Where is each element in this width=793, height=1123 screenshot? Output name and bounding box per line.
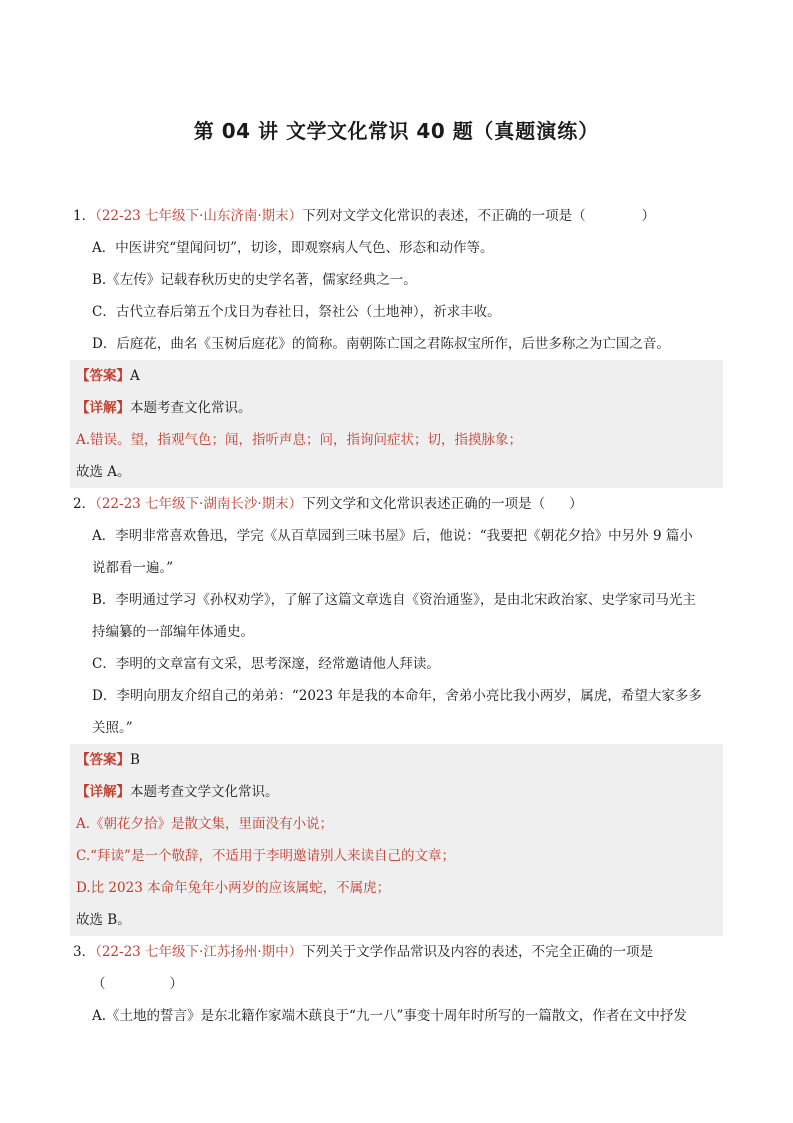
question-1-conclusion: 故选 A。 <box>70 456 723 488</box>
question-1-option-b: B.《左传》记载春秋历史的史学名著，儒家经典之一。 <box>92 272 417 288</box>
detail-tag: 【详解】 <box>76 784 130 800</box>
page-title-main: 第 04 讲 文学文化常识 40 题 <box>193 119 474 143</box>
question-3-option-a: A.《土地的誓言》是东北籍作家端木蕻良于“九一八”事变十周年时所写的一篇散文，作者在文中抒发 <box>92 1008 687 1024</box>
question-2-option-a-cont: 说都看一遍。” <box>92 560 174 576</box>
question-2-stem: 2．（22-23 七年级下·湖南长沙·期末）下列文学和文化常识表述正确的一项是（ ） <box>73 496 583 512</box>
question-source: （22-23 七年级下·山东济南·期末） <box>95 208 303 224</box>
question-list <box>70 200 723 1032</box>
question-2-option-d-cont: 关照。” <box>92 720 133 736</box>
question-2-option-c: C．李明的文章富有文采，思考深邃，经常邀请他人拜读。 <box>92 656 440 672</box>
question-1-answer: 【答案】A <box>70 360 723 392</box>
question-2-conclusion: 故选 B。 <box>70 904 723 936</box>
question-1-option-d: D．后庭花，曲名《玉树后庭花》的简称。南朝陈亡国之君陈叔宝所作，后世多称之为亡国之音。 <box>92 336 670 352</box>
question-2-explanation-line: C.“拜读”是一个敬辞，不适用于李明邀请别人来读自己的文章； <box>70 840 723 872</box>
question-3-stem: 3．（22-23 七年级下·江苏扬州·期中）下列关于文学作品常识及内容的表述，不完全正确的一项是 <box>73 944 654 960</box>
question-1-detail: 【详解】本题考查文化常识。 <box>70 392 723 424</box>
question-3-answer-blank-line: （ ） <box>92 976 183 992</box>
question-2-option-d: D．李明向朋友介绍自己的弟弟：“2023 年是我的本命年，舍弟小亮比我小两岁，属虎，希望大家多多 <box>92 688 702 704</box>
page-title-suffix: （真题演练） <box>473 119 600 143</box>
question-2-option-b-cont: 持编纂的一部编年体通史。 <box>92 624 254 640</box>
question-2-answer: 【答案】B <box>70 744 723 776</box>
question-2-detail: 【详解】本题考查文学文化常识。 <box>70 776 723 808</box>
page-title <box>0 115 793 144</box>
question-1-option-a: A．中医讲究“望闻问切”，切诊，即观察病人气色、形态和动作等。 <box>92 240 494 256</box>
question-2-explanation-line: D.比 2023 本命年兔年小两岁的应该属蛇，不属虎； <box>70 872 723 904</box>
question-source: （22-23 七年级下·江苏扬州·期中） <box>95 944 303 960</box>
question-1-option-c: C．古代立春后第五个戊日为春社日，祭社公（土地神），祈求丰收。 <box>92 304 501 320</box>
question-source: （22-23 七年级下·湖南长沙·期末） <box>95 496 303 512</box>
answer-tag: 【答案】 <box>76 752 130 768</box>
answer-tag: 【答案】 <box>76 368 130 384</box>
question-2-explanation-line: A.《朝花夕拾》是散文集，里面没有小说； <box>70 808 723 840</box>
question-2-option-a: A．李明非常喜欢鲁迅，学完《从百草园到三味书屋》后，他说：“我要把《朝花夕拾》中另外 9 篇小 <box>92 528 693 544</box>
detail-tag: 【详解】 <box>76 400 130 416</box>
question-2-option-b: B．李明通过学习《孙权劝学》，了解了这篇文章选自《资治通鉴》，是由北宋政治家、史学家司马光主 <box>92 592 696 608</box>
question-1-explanation-line: A.错误。望，指观气色；闻，指听声息；问，指询问症状；切，指摸脉象； <box>70 424 723 456</box>
question-1-stem: 1．（22-23 七年级下·山东济南·期末）下列对文学文化常识的表述，不正确的一项是（ ） <box>73 208 656 224</box>
